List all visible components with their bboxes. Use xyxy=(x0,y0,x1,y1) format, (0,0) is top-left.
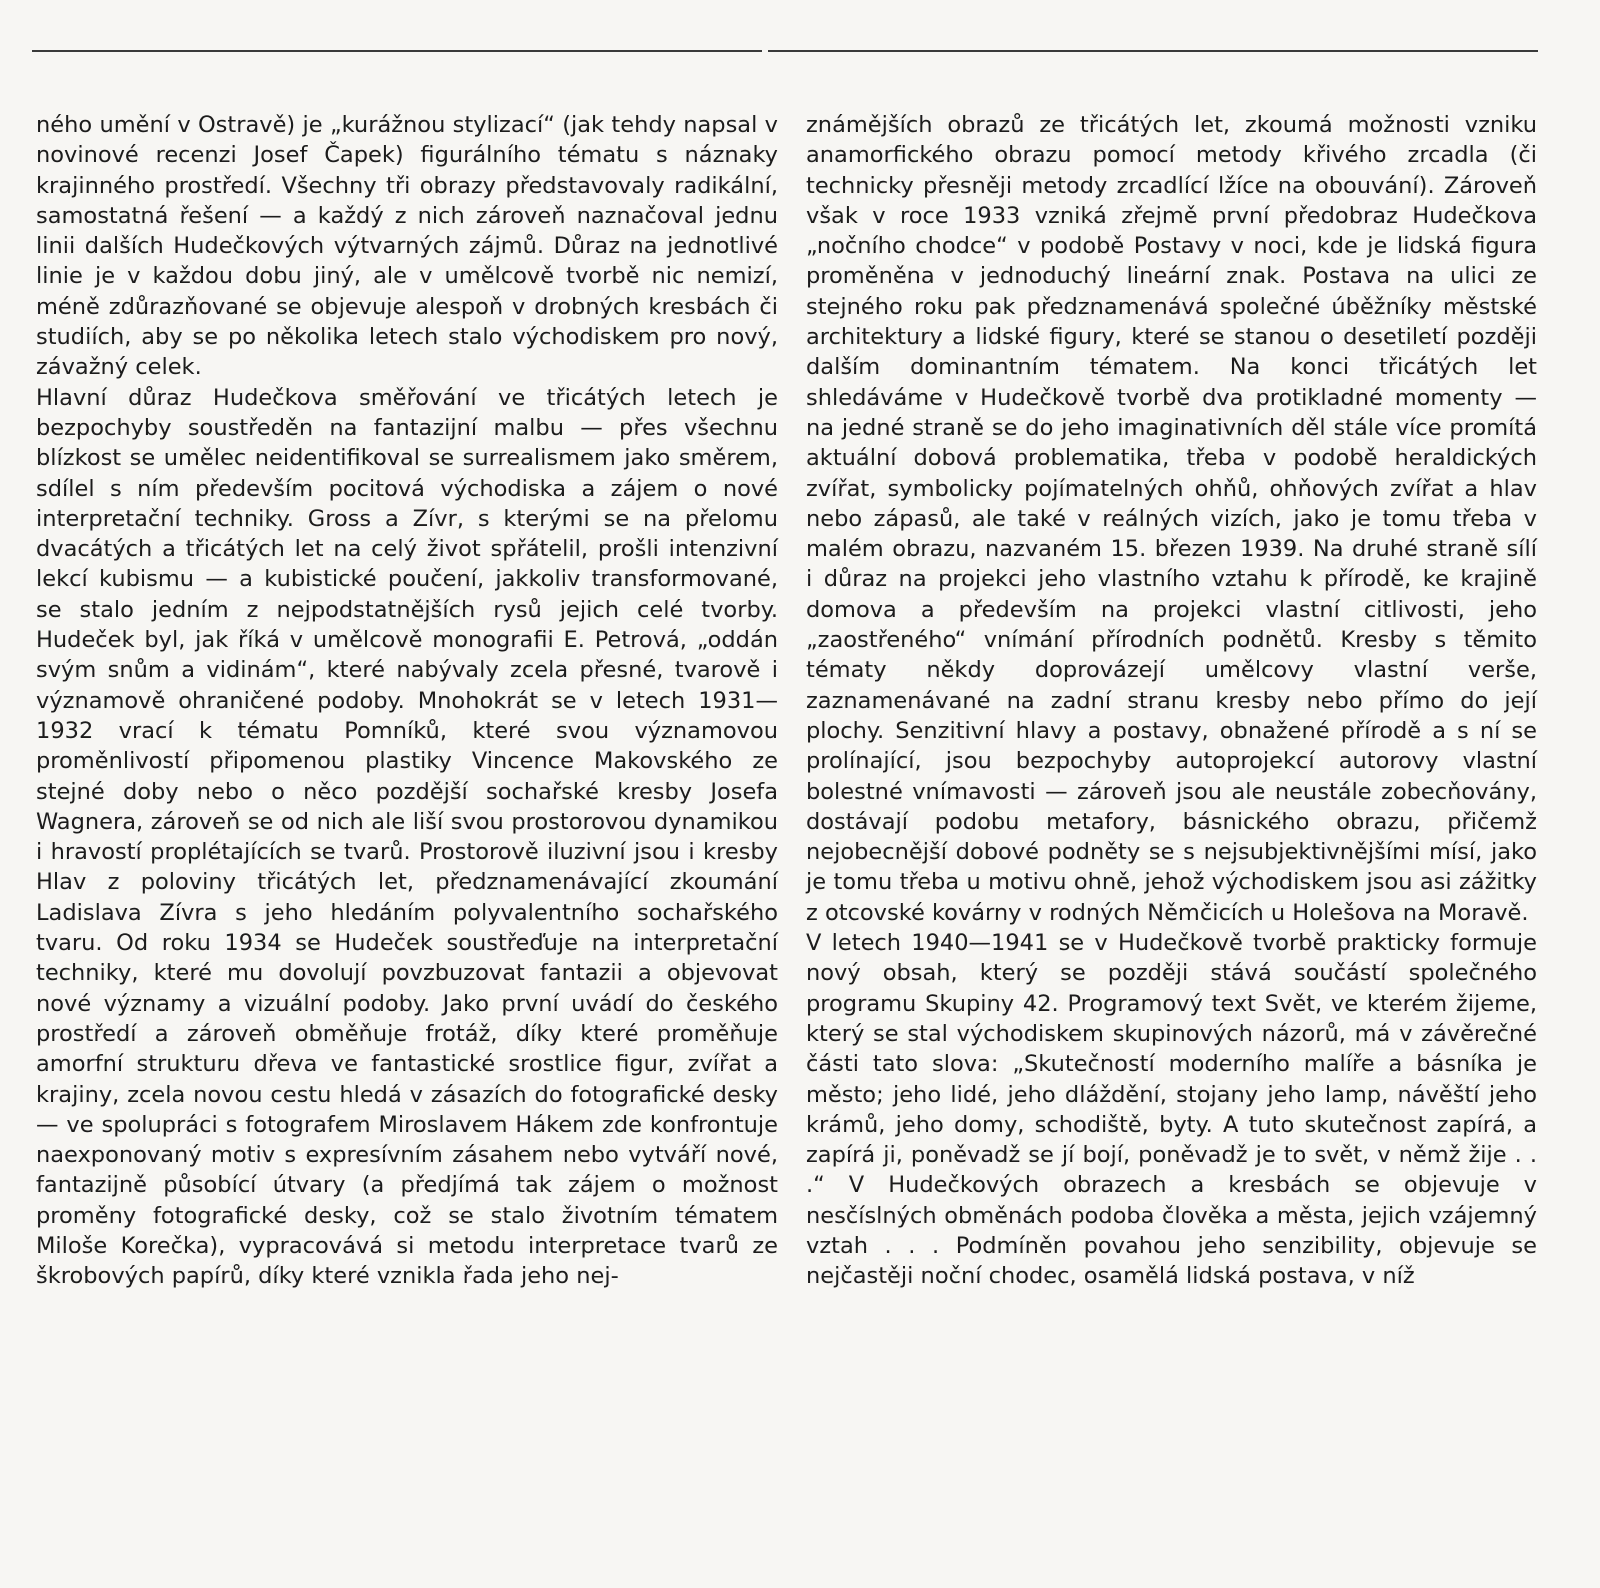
header-rule-left xyxy=(32,50,762,52)
text-column-left xyxy=(36,110,778,1292)
paragraph: známějších obrazů ze třicátých let, zkoumá možnosti vzniku anamorfického obrazu pomocí metody křivého zrcadla (či technicky přesněji metody zrcadlící lžíce na obouvání). Zároveň však v roce 1933 vzniká zřejmě první předobraz Hudečkova „nočního chodce“ v podobě Postavy v noci, kde je lidská figura proměněna v jednoduchý lineární znak. Postava na ulici ze stejného roku pak předznamenává společné úběžníky městské architektury a lidské figury, které se stanou o desetiletí později dalším dominantním tématem. Na konci třicátých let shledáváme v Hudečkově tvorbě dva protikladné momenty — na jedné straně se do jeho imaginativních děl stále více promítá aktuální dobová problematika, třeba v podobě heraldických zvířat, symbolicky pojímatelných ohňů, ohňových zvířat a hlav nebo zápasů, ale také v reálných vizích, jako je tomu třeba v malém obrazu, nazvaném 15. březen 1939. Na druhé straně sílí i důraz na projekci jeho vlastního vztahu k přírodě, ke krajině domova a především na projekci vlastní citlivosti, jeho „zaostřeného“ vnímání přírodních podnětů. Kresby s těmito tématy někdy doprovázejí umělcovy vlastní verše, zaznamenávané na zadní stranu kresby nebo přímo do její plochy. Senzitivní hlavy a postavy, obnažené přírodě a s ní se prolínající, jsou bezpochyby autoprojekcí autorovy vlastní bolestné vnímavosti — zároveň jsou ale neustále zobecňovány, dostávají podobu metafory, básnického obrazu, přičemž nejobecnější dobové podněty se s nejsubjektivnějšími mísí, jako je tomu třeba u motivu ohně, jehož východiskem jsou asi zážitky z otcovské kovárny v rodných Němčicích u Holešova na Moravě. xyxy=(806,112,1537,926)
header-rule-right xyxy=(768,50,1538,52)
paragraph: Hlavní důraz Hudečkova směřování ve třicátých letech je bezpochyby soustředěn na fantazijní malbu — přes všechnu blízkost se umělec neidentifikoval se surrealismem jako směrem, sdílel s ním především pocitová východiska a zájem o nové interpretační techniky. Gross a Zívr, s kterými se na přelomu dvacátých a třicátých let na celý život spřátelil, prošli intenzivní lekcí kubismu — a kubistické poučení, jakkoliv transformované, se stalo jedním z nejpodstatnějších rysů jejich celé tvorby. Hudeček byl, jak říká v umělcově monografii E. Petrová, „oddán svým snům a vidinám“, které nabývaly zcela přesné, tvarově i významově ohraničené podoby. Mnohokrát se v letech 1931—1932 vrací k tématu Pomníků, které svou významovou proměnlivostí připomenou plastiky Vincence Makovského ze stejné doby nebo o něco pozdější sochařské kresby Josefa Wagnera, zároveň se od nich ale liší svou prostorovou dynamikou i hravostí proplétajících se tvarů. Prostorově iluzivní jsou i kresby Hlav z poloviny třicátých let, předznamenávající zkoumání Ladislava Zívra s jeho hledáním polyvalentního sochařského tvaru. Od roku 1934 se Hudeček soustřeďuje na interpretační techniky, které mu dovolují povzbuzovat fantazii a objevovat nové významy a vizuální podoby. Jako první uvádí do českého prostředí a zároveň obměňuje frotáž, díky které proměňuje amorfní strukturu dřeva ve fantastické srostlice figur, zvířat a krajiny, zcela novou cestu hledá v zásazích do fotografické desky — ve spolupráci s fotografem Miroslavem Hákem zde konfrontuje naexponovaný motiv s expresívním zásahem nebo vytváří nové, fantazijně působící útvary (a předjímá tak zájem o možnost proměny fotografické desky, což se stalo životním tématem Miloše Korečka), vypracovává si metodu interpretace tvarů ze škrobových papírů, díky které vznikla řada jeho nej- xyxy=(36,384,778,1290)
text-column-right xyxy=(806,110,1537,1292)
paragraph: ného umění v Ostravě) je „kurážnou stylizací“ (jak tehdy napsal v novinové recenzi Josef Čapek) figurálního tématu s náznaky krajinného prostředí. Všechny tři obrazy představovaly radikální, samostatná řešení — a každý z nich zároveň naznačoval jednu linii dalších Hudečkových výtvarných zájmů. Důraz na jednotlivé linie je v každou dobu jiný, ale v umělcově tvorbě nic nemizí, méně zdůrazňované se objevuje alespoň v drobných kresbách či studiích, aby se po několika letech stalo východiskem pro nový, závažný celek. xyxy=(36,112,778,381)
paragraph: V letech 1940—1941 se v Hudečkově tvorbě prakticky formuje nový obsah, který se později stává součástí společného programu Skupiny 42. Programový text Svět, ve kterém žijeme, který se stal východiskem skupinových názorů, má v závěrečné části tato slova: „Skutečností moderního malíře a básníka je město; jeho lidé, jeho dláždění, stojany jeho lamp, návěští jeho krámů, jeho domy, schodiště, byty. A tuto skutečnost zapírá, a zapírá ji, poněvadž se jí bojí, poněvadž je to svět, v němž žije . . .“ V Hudečkových obrazech a kresbách se objevuje v nesčíslných obměnách podoba člověka a města, jejich vzájemný vztah . . . Podmíněn povahou jeho senzibility, objevuje se nejčastěji noční chodec, osamělá lidská postava, v níž xyxy=(806,930,1537,1290)
